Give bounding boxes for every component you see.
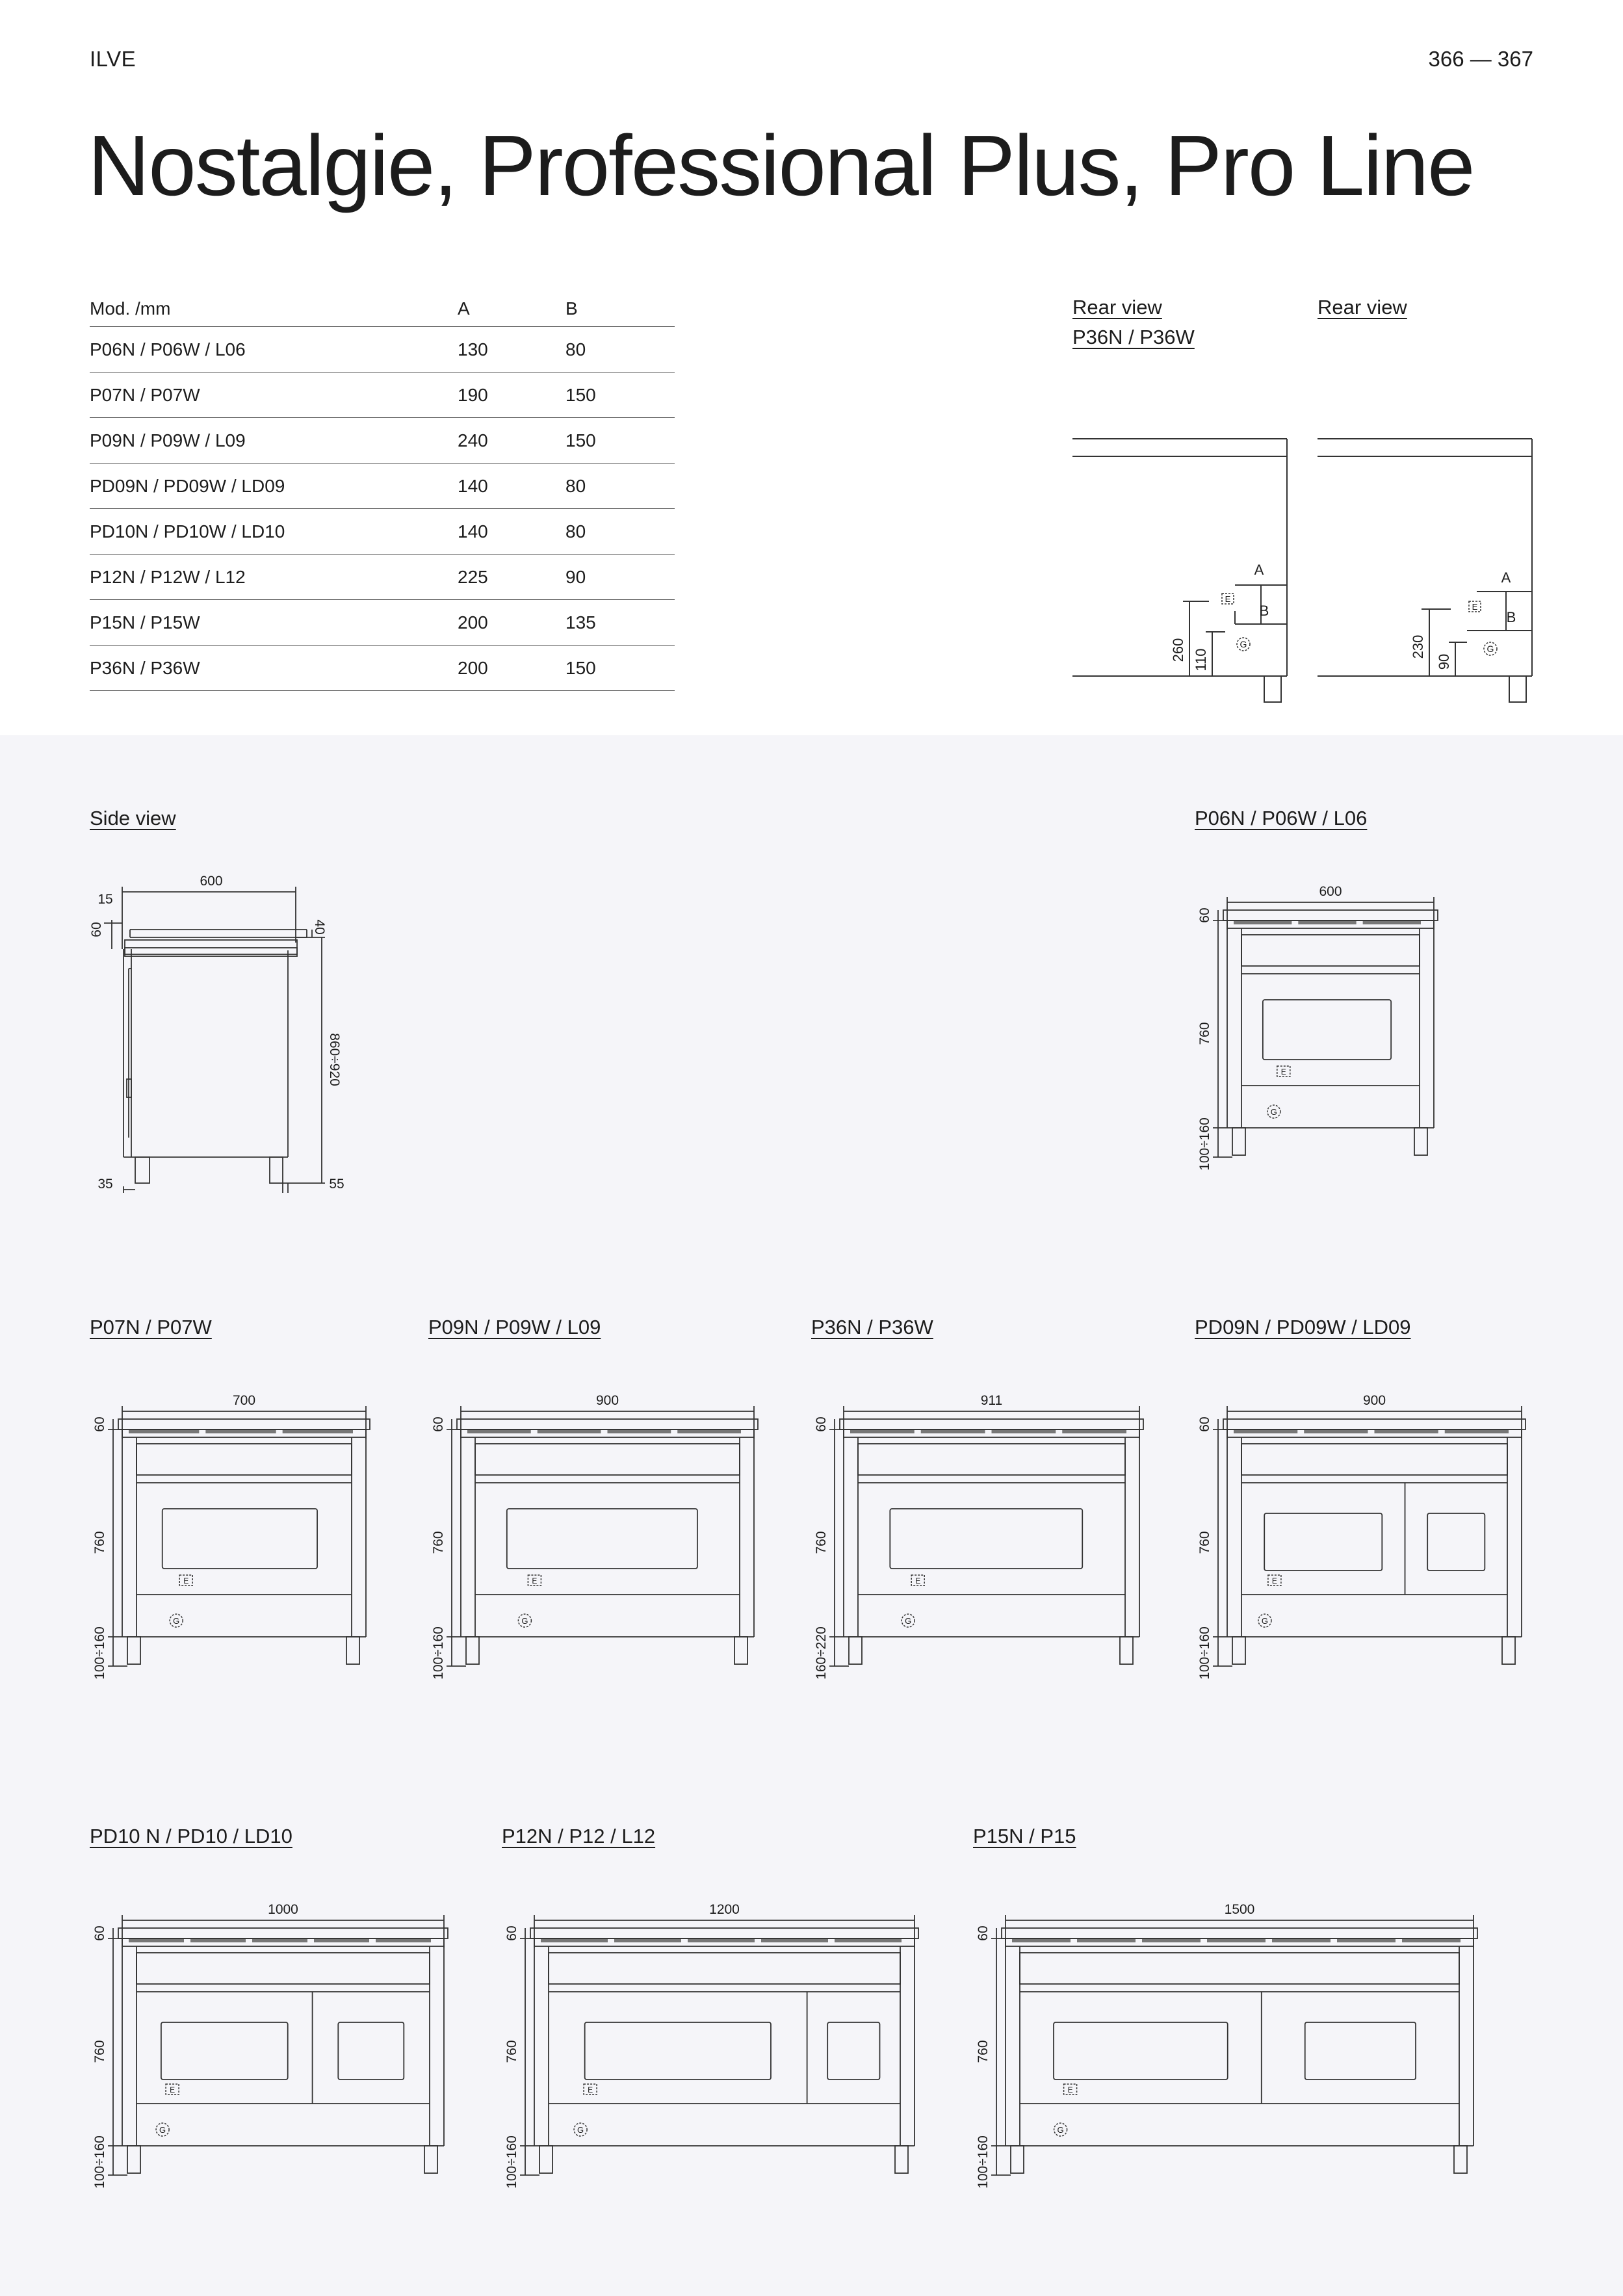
table-row xyxy=(90,646,675,691)
cell-model: P15N / P15W xyxy=(90,600,458,646)
dimension-width: 911 xyxy=(980,1393,1003,1408)
front-view-drawing xyxy=(805,1393,1159,1686)
dimension-body-height: 760 xyxy=(976,2040,991,2063)
front-view-drawing xyxy=(967,1902,1493,2195)
cell-b: 80 xyxy=(565,509,675,554)
model-label: P15N / P15 xyxy=(973,1825,1076,1847)
cell-model: P07N / P07W xyxy=(90,372,458,418)
cell-b: 150 xyxy=(565,418,675,463)
model-label: P36N / P36W xyxy=(811,1316,933,1338)
dimension-width: 900 xyxy=(1362,1393,1386,1408)
column-header-b: B xyxy=(565,291,675,327)
rear-view-label: Rear view xyxy=(1072,296,1162,319)
gas-connection-mark: G xyxy=(1270,1107,1277,1117)
cell-b: 80 xyxy=(565,327,675,372)
dimension-top-height: 60 xyxy=(976,1925,991,1941)
electric-connection-mark: E xyxy=(183,1576,189,1585)
dimension-body-height: 760 xyxy=(1197,1531,1212,1554)
model-label: P06N / P06W / L06 xyxy=(1195,807,1368,829)
cell-model: P09N / P09W / L09 xyxy=(90,418,458,463)
side-view-label: Side view xyxy=(90,807,176,829)
cell-b: 150 xyxy=(565,372,675,418)
dimension-width: 700 xyxy=(232,1393,256,1408)
electric-connection-mark: E xyxy=(1271,1576,1277,1585)
rear-view-label: Rear view xyxy=(1318,296,1407,319)
gas-connection-mark: G xyxy=(521,1616,528,1626)
dimension-width: 600 xyxy=(200,874,223,889)
table-row xyxy=(90,418,675,463)
front-view-drawing xyxy=(83,1902,463,2195)
dimension-body-height: 760 xyxy=(1197,1022,1212,1045)
dimension-top-height: 60 xyxy=(92,1416,107,1432)
dimension-body-height: 760 xyxy=(92,1531,107,1554)
dimension-width: 1200 xyxy=(709,1902,740,1917)
dimension-width: 600 xyxy=(1319,884,1342,899)
dimension-width: 1000 xyxy=(268,1902,298,1917)
electric-connection-mark: E xyxy=(1280,1067,1286,1076)
dimension-body-height: 760 xyxy=(92,2040,107,2063)
brand-name: ILVE xyxy=(90,47,136,71)
cell-a: 190 xyxy=(458,372,565,418)
model-label: P12N / P12 / L12 xyxy=(502,1825,656,1847)
column-header-a: A xyxy=(458,291,565,327)
dimension-feet-height: 100÷160 xyxy=(1197,1117,1212,1171)
rear-view-drawing xyxy=(1311,429,1545,715)
page-title: Nostalgie, Professional Plus, Pro Line xyxy=(88,118,1474,213)
cell-b: 80 xyxy=(565,463,675,509)
cell-model: PD10N / PD10W / LD10 xyxy=(90,509,458,554)
cell-a: 140 xyxy=(458,463,565,509)
cell-a: 200 xyxy=(458,600,565,646)
mark-b: B xyxy=(1259,603,1269,619)
cell-a: 140 xyxy=(458,509,565,554)
dimension-top-height: 60 xyxy=(92,1925,107,1941)
dimension-feet-height: 100÷160 xyxy=(504,2135,519,2189)
electric-connection-mark: E xyxy=(170,2085,175,2094)
rear-view-model-label: P36N / P36W xyxy=(1072,326,1195,348)
dimension-width: 900 xyxy=(595,1393,619,1408)
dimension-top-height: 60 xyxy=(1197,1416,1212,1432)
table-header-row xyxy=(90,291,675,327)
model-label: PD09N / PD09W / LD09 xyxy=(1195,1316,1411,1338)
dimension-top-offset: 15 xyxy=(97,892,113,907)
electric-connection-mark: E xyxy=(532,1576,538,1585)
dimension-feet-height: 160÷220 xyxy=(814,1626,829,1680)
dimension-feet-height: 100÷160 xyxy=(92,1626,107,1680)
gas-connection-mark: G xyxy=(1240,639,1247,649)
gas-connection-mark: G xyxy=(905,1616,912,1626)
dimension-top-height: 60 xyxy=(504,1925,519,1941)
dimension-feet-height: 100÷160 xyxy=(1197,1626,1212,1680)
front-view-drawing xyxy=(1188,1393,1541,1686)
dimension-230: 230 xyxy=(1410,634,1426,659)
dimension-width: 1500 xyxy=(1224,1902,1255,1917)
table-row xyxy=(90,509,675,554)
gas-connection-mark: G xyxy=(1057,2125,1064,2135)
mark-a: A xyxy=(1254,562,1264,578)
cell-model: P06N / P06W / L06 xyxy=(90,327,458,372)
dimension-110: 110 xyxy=(1193,648,1209,672)
side-view-drawing xyxy=(84,865,357,1203)
front-view-drawing xyxy=(1188,884,1453,1177)
table-row xyxy=(90,600,675,646)
dimension-body-height: 760 xyxy=(504,2040,519,2063)
cell-b: 150 xyxy=(565,646,675,691)
cell-model: PD09N / PD09W / LD09 xyxy=(90,463,458,509)
dimension-total-height: 860÷920 xyxy=(327,1033,342,1086)
front-view-drawing xyxy=(422,1393,773,1686)
electric-connection-mark: E xyxy=(1067,2085,1073,2094)
model-label: P09N / P09W / L09 xyxy=(428,1316,601,1338)
mark-a: A xyxy=(1501,569,1511,586)
mark-b: B xyxy=(1506,609,1516,625)
electric-connection-mark: E xyxy=(1472,602,1478,612)
cell-a: 200 xyxy=(458,646,565,691)
dimension-body-height: 760 xyxy=(431,1531,446,1554)
page-numbers: 366 — 367 xyxy=(1428,47,1533,71)
dimension-right-height: 40 xyxy=(312,919,327,935)
dimension-top-height: 60 xyxy=(431,1416,446,1432)
table-row xyxy=(90,554,675,600)
dimension-90: 90 xyxy=(1436,653,1452,670)
gas-connection-mark: G xyxy=(159,2125,166,2135)
cell-model: P12N / P12W / L12 xyxy=(90,554,458,600)
electric-connection-mark: E xyxy=(588,2085,593,2094)
dimension-260: 260 xyxy=(1170,638,1186,662)
dimension-top-height: 60 xyxy=(814,1416,829,1432)
dimension-top-height: 60 xyxy=(1197,907,1212,923)
column-header-model: Mod. /mm xyxy=(90,291,458,327)
model-label: PD10 N / PD10 / LD10 xyxy=(90,1825,292,1847)
dimension-top-height: 60 xyxy=(89,922,104,937)
dimension-body-height: 760 xyxy=(814,1531,829,1554)
table-row xyxy=(90,372,675,418)
gas-connection-mark: G xyxy=(1487,644,1494,654)
dimension-table xyxy=(90,291,675,691)
gas-connection-mark: G xyxy=(1261,1616,1268,1626)
dimension-foot-right: 55 xyxy=(329,1177,344,1192)
front-view-drawing xyxy=(495,1902,934,2195)
dimension-foot-left: 35 xyxy=(97,1177,113,1192)
cell-model: P36N / P36W xyxy=(90,646,458,691)
electric-connection-mark: E xyxy=(915,1576,921,1585)
gas-connection-mark: G xyxy=(173,1616,180,1626)
dimension-feet-height: 100÷160 xyxy=(431,1626,446,1680)
dimension-feet-height: 100÷160 xyxy=(976,2135,991,2189)
gas-connection-mark: G xyxy=(577,2125,584,2135)
table-row xyxy=(90,463,675,509)
cell-a: 240 xyxy=(458,418,565,463)
electric-connection-mark: E xyxy=(1225,594,1231,604)
cell-b: 90 xyxy=(565,554,675,600)
cell-a: 225 xyxy=(458,554,565,600)
front-view-drawing xyxy=(83,1393,385,1686)
dimension-feet-height: 100÷160 xyxy=(92,2135,107,2189)
rear-view-drawing xyxy=(1066,429,1300,715)
model-label: P07N / P07W xyxy=(90,1316,212,1338)
cell-b: 135 xyxy=(565,600,675,646)
cell-a: 130 xyxy=(458,327,565,372)
table-row xyxy=(90,327,675,372)
